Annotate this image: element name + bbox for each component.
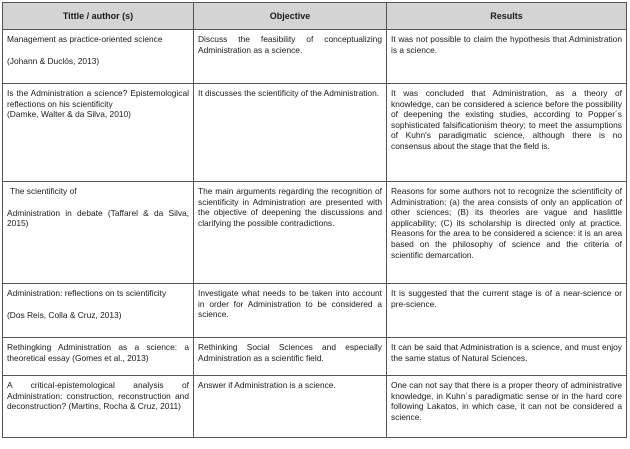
cell-title-author — [3, 284, 194, 338]
table-row — [3, 284, 627, 338]
title-text: A critical-epistemological analysis of Administration: construction, reconstruction and deconstruction? (Martins, Rocha & Cruz, 2011) — [7, 380, 189, 412]
cell-results: It was not possible to claim the hypothesis that Administration is a science. — [387, 30, 627, 84]
title-text: Administration: reflections on ts scientificity — [7, 288, 167, 298]
cell-results: One can not say that there is a proper theory of administrative knowledge, in Kuhn´s paradigmatic sense or in the hard core following Lakatos, in which case, it can not be considered a science. — [387, 376, 627, 438]
cell-results: It was concluded that Administration, as a theory of knowledge, can be considered a science before the possibility of deepening the existing studies, according to Popper´s sophisticated falsificationism theory; to meet the assumptions of Kuhn's paradigmatic science, although there is no consensus about the stage that the field is. — [387, 84, 627, 182]
table-header-row — [3, 3, 627, 30]
author-text: Administration in debate (Taffarel & da Silva, 2015) — [7, 207, 189, 229]
title-text: Rethingking Administration as a science: a theoretical essay (Gomes et al., 2013) — [7, 342, 189, 363]
cell-objective: It discusses the scientificity of the Administration. — [194, 84, 387, 182]
table-row — [3, 338, 627, 376]
cell-objective: The main arguments regarding the recognition of scientificity in Administration are presented with the objective of deepening the discussions and clarifying the possible contradictions. — [194, 182, 387, 284]
cell-title-author — [3, 376, 194, 438]
cell-title-author — [3, 338, 194, 376]
author-text: (Johann & Duclós, 2013) — [7, 55, 100, 66]
title-text: The scientificity of — [10, 186, 77, 196]
cell-objective: Answer if Administration is a science. — [194, 376, 387, 438]
cell-title-author — [3, 84, 194, 182]
author-text: (Damke, Walter & da Silva, 2010) — [7, 109, 131, 120]
table-row — [3, 376, 627, 438]
table-row — [3, 84, 627, 182]
cell-title-author — [3, 182, 194, 284]
header-objective: Objective — [194, 3, 387, 30]
title-text: Is the Administration a science? Epistemological reflections on his scientificity — [7, 88, 189, 109]
title-text: Management as practice-oriented science — [7, 34, 163, 44]
cell-objective: Rethinking Social Sciences and especially Administration as a scientific field. — [194, 338, 387, 376]
table-row — [3, 30, 627, 84]
cell-objective: Discuss the feasibility of conceptualizing Administration as a science. — [194, 30, 387, 84]
author-text: (Dos Reis, Colla & Cruz, 2013) — [7, 309, 122, 320]
header-title-author: Tittle / author (s) — [3, 3, 194, 30]
cell-title-author — [3, 30, 194, 84]
header-results: Results — [387, 3, 627, 30]
literature-review-table — [2, 2, 627, 438]
cell-results: It is suggested that the current stage is of a near-science or pre-science. — [387, 284, 627, 338]
cell-results: It can be said that Administration is a science, and must enjoy the same status of Natural Sciences. — [387, 338, 627, 376]
table-row — [3, 182, 627, 284]
literature-table-container — [2, 2, 627, 438]
cell-results: Reasons for some authors not to recognize the scientificity of Administration: (a) the area consists of only an application of other sciences; (B) its theories are vague and haslittle applicability; (C) its scholarship is directed only at practice. Reasons for the area to be considered a science: it is an area based on the philosophy of science and the criteria of scientific demarcation. — [387, 182, 627, 284]
cell-objective: Investigate what needs to be taken into account in order for Administration to be considered a science. — [194, 284, 387, 338]
